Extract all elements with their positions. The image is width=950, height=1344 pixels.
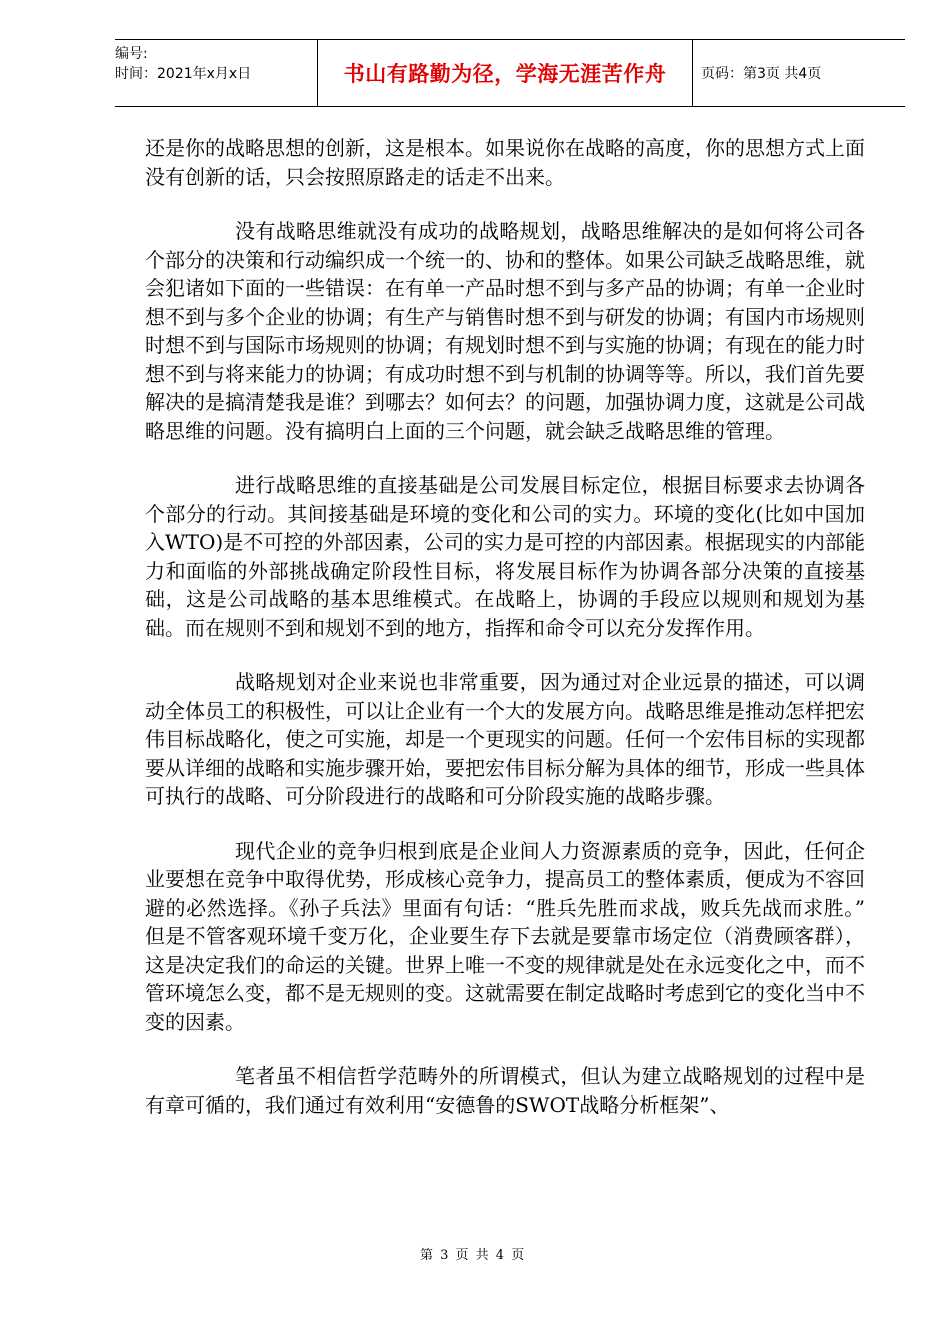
paragraph: 战略规划对企业来说也非常重要，因为通过对企业远景的描述，可以调动全体员工的积极性，可以让企业有一个大的发展方向。战略思维是推动怎样把宏伟目标战略化，使之可实施，却是一个更现实的问题。任何一个宏伟目标的实现都要从详细的战略和实施步骤开始，要把宏伟目标分解为具体的细节，形成一些具体可执行的战略、可分阶段进行的战略和可分阶段实施的战略步骤。 (145, 670, 865, 808)
paragraph: 还是你的战略思想的创新，这是根本。如果说你在战略的高度，你的思想方式上面没有创新的话，只会按照原路走的话走不出来。 (145, 136, 865, 189)
paragraph: 笔者虽不相信哲学范畴外的所谓模式，但认为建立战略规划的过程中是有章可循的，我们通过有效利用“安德鲁的SWOT战略分析框架”、 (145, 1064, 865, 1117)
document-number-label: 编号: (115, 46, 148, 62)
header-motto: 书山有路勤为径，学海无涯苦作舟 (317, 40, 693, 106)
page-header (115, 39, 905, 107)
paragraph: 进行战略思维的直接基础是公司发展目标定位，根据目标要求去协调各个部分的行动。其间接基础是环境的变化和公司的实力。环境的变化(比如中国加入WTO)是不可控的外部因素，公司的实力是可控的内部因素。根据现实的内部能力和面临的外部挑战确定阶段性目标，将发展目标作为协调各部分决策的直接基础，这是公司战略的基本思维模式。在战略上，协调的手段应以规则和规划为基础。而在规则不到和规划不到的地方，指挥和命令可以充分发挥作用。 (145, 473, 865, 640)
document-body (145, 134, 885, 1145)
document-time: 时间：2021年x月x日 (115, 66, 252, 82)
paragraph: 现代企业的竞争归根到底是企业间人力资源素质的竞争，因此，任何企业要想在竞争中取得优势，形成核心竞争力，提高员工的整体素质，便成为不容回避的必然选择。《孙子兵法》里面有句话：“胜兵先胜而求战，败兵先战而求胜。” 但是不管客观环境千变万化，企业要生存下去就是要靠市场定位（消费顾客群），这是决定我们的命运的关键。世界上唯一不变的规律就是处在永远变化之中，而不管环境怎么变，都不是无规则的变。这就需要在制定战略时考虑到它的变化当中不变的因素。 (145, 838, 885, 1034)
paragraph: 没有战略思维就没有成功的战略规划，战略思维解决的是如何将公司各个部分的决策和行动编织成一个统一的、协和的整体。如果公司缺乏战略思维，就会犯诸如下面的一些错误：在有单一产品时想不到与多产品的协调；有单一企业时想不到与多个企业的协调；有生产与销售时想不到与研发的协调；有国内市场规则时想不到与国际市场规则的协调；有规划时想不到与实施的协调；有现在的能力时想不到与将来能力的协调；有成功时想不到与机制的协调等等。所以，我们首先要解决的是搞清楚我是谁？到哪去？如何去？的问题，加强协调力度，这就是公司战略思维的问题。没有搞明白上面的三个问题，就会缺乏战略思维的管理。 (145, 219, 865, 443)
page-footer: 第 3 页 共 4 页 (420, 1248, 525, 1263)
header-meta (115, 40, 317, 106)
header-page-number: 页码：第3页 共4页 (701, 66, 822, 82)
